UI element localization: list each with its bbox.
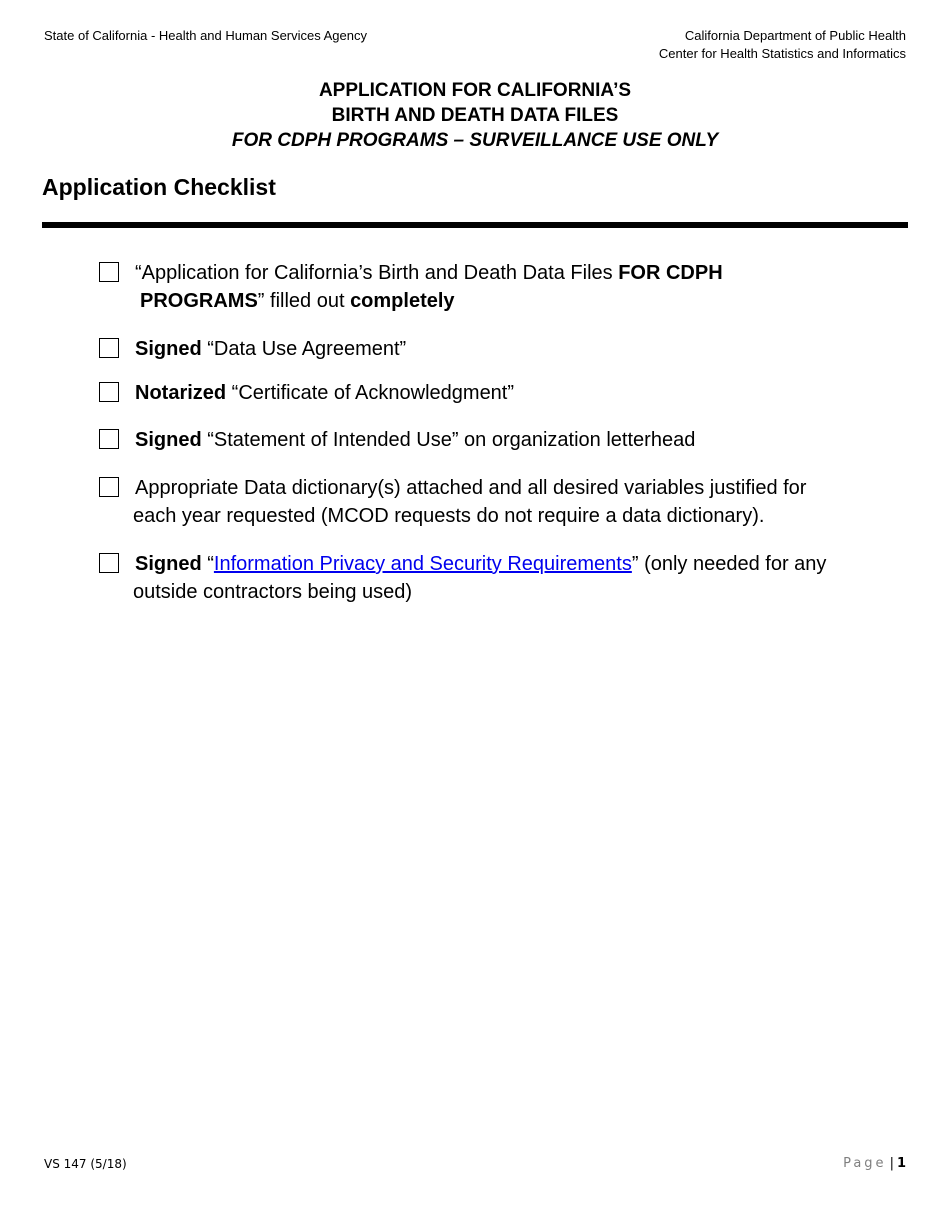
bold-segment: Notarized	[135, 382, 227, 404]
footer-form-id: VS 147 (5/18)	[44, 1157, 127, 1171]
text-segment: ” filled out	[257, 290, 351, 312]
section-heading: Application Checklist	[42, 174, 276, 200]
header-department-name: California Department of Public Health	[684, 28, 906, 43]
footer-page-indicator	[843, 1156, 906, 1171]
checklist-item-text	[135, 474, 905, 530]
bold-segment: Signed	[135, 338, 202, 360]
header-department	[659, 27, 906, 63]
document-title	[0, 78, 950, 153]
header-agency: State of California - Health and Human Services Agency	[44, 28, 368, 43]
checklist-line	[135, 335, 905, 363]
checklist-item-text	[135, 550, 905, 606]
title-line-3: FOR CDPH PROGRAMS – SURVEILLANCE USE ONLY	[231, 130, 719, 151]
checkbox-application[interactable]	[99, 262, 119, 282]
checklist-line	[135, 379, 905, 407]
text-segment: “	[201, 553, 214, 575]
title-line-1: APPLICATION FOR CALIFORNIA’S	[318, 80, 632, 101]
page-separator: |	[889, 1156, 894, 1171]
text-segment: ” (only needed for any	[631, 553, 827, 575]
checklist-line	[135, 426, 905, 454]
checklist-line: Appropriate Data dictionary(s) attached and all desired variables justified for	[135, 477, 807, 499]
text-segment: “Data Use Agreement”	[201, 338, 407, 360]
page-number: 1	[896, 1156, 906, 1171]
heading-rule	[42, 222, 908, 228]
bold-segment: Signed	[135, 429, 202, 451]
checkbox-intended-use[interactable]	[99, 429, 119, 449]
checkbox-data-dictionary[interactable]	[99, 477, 119, 497]
checkbox-privacy-security[interactable]	[99, 553, 119, 573]
checklist-line	[135, 287, 905, 315]
checklist-item-text	[135, 379, 905, 407]
title-line-2: BIRTH AND DEATH DATA FILES	[331, 105, 619, 126]
header-center-name: Center for Health Statistics and Informatics	[658, 46, 906, 61]
bold-segment: PROGRAMS	[140, 290, 258, 312]
text-segment: “Statement of Intended Use” on organization letterhead	[201, 429, 696, 451]
text-segment: “Application for California’s Birth and Death Data Files	[135, 262, 619, 284]
checklist-item-text	[135, 335, 905, 363]
checkbox-certificate[interactable]	[99, 382, 119, 402]
checklist-line	[135, 259, 905, 287]
checklist-line: each year requested (MCOD requests do not require a data dictionary).	[133, 505, 765, 527]
page-word: Page	[843, 1156, 887, 1171]
checklist-line: outside contractors being used)	[133, 581, 413, 603]
privacy-security-requirements-link[interactable]: Information Privacy and Security Requirements	[213, 553, 632, 575]
bold-segment: FOR CDPH	[618, 262, 723, 284]
checklist-item-text	[135, 426, 905, 454]
checklist-item-text	[135, 259, 905, 315]
text-segment: “Certificate of Acknowledgment”	[226, 382, 515, 404]
checkbox-data-use-agreement[interactable]	[99, 338, 119, 358]
bold-segment: Signed	[135, 553, 202, 575]
checklist-line	[135, 550, 905, 578]
bold-segment: completely	[350, 290, 455, 312]
